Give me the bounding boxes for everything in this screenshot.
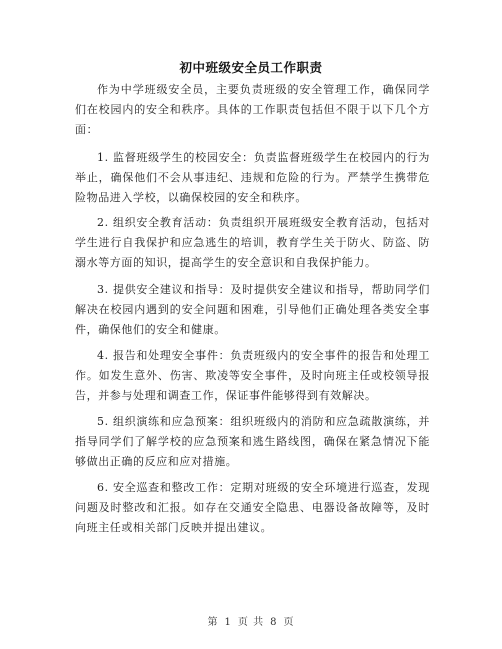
- footer-mid: 页 共: [237, 617, 265, 628]
- paragraph-item-1: 1. 监督班级学生的校园安全：负责监督班级学生在校园内的行为举止，确保他们不会从事违纪、违规和危险的行为。严禁学生携带危险物品进入学校，以确保校园的安全和秩序。: [75, 151, 430, 204]
- paragraph-item-3: 3. 提供安全建议和指导：及时提供安全建议和指导，帮助同学们解决在校园内遇到的安全问题和困难，引导他们正确处理各类安全事件，确保他们的安全和健康。: [75, 283, 430, 336]
- paragraph-item-5: 5. 组织演练和应急预案：组织班级内的消防和应急疏散演练，并指导同学们了解学校的应急预案和逃生路线图，确保在紧急情况下能够做出正确的反应和应对措施。: [75, 415, 430, 468]
- paragraph-item-6: 6. 安全巡查和整改工作：定期对班级的安全环境进行巡查，发现问题及时整改和汇报。如存在交通安全隐患、电器设备故障等，及时向班主任或相关部门反映并提出建议。: [75, 481, 430, 534]
- paragraph-item-4: 4. 报告和处理安全事件：负责班级内的安全事件的报告和处理工作。如发生意外、伤害、欺凌等安全事件，及时向班主任或校领导报告，并参与处理和调查工作，保证事件能够得到有效解决。: [75, 349, 430, 402]
- document-title: 初中班级安全员工作职责: [179, 60, 323, 75]
- paragraph-intro: 作为中学班级安全员，主要负责班级的安全管理工作，确保同学们在校园内的安全和秩序。具体的工作职责包括但不限于以下几个方面：: [75, 83, 430, 136]
- footer-current-page: 1: [224, 617, 232, 628]
- page-footer: [0, 613, 502, 628]
- footer-suffix: 页: [283, 617, 295, 628]
- footer-prefix: 第: [207, 617, 219, 628]
- footer-total-pages: 8: [270, 617, 278, 628]
- paragraph-item-2: 2. 组织安全教育活动：负责组织开展班级安全教育活动，包括对学生进行自我保护和应急逃生的培训，教育学生关于防火、防盗、防溺水等方面的知识，提高学生的安全意识和自我保护能力。: [75, 216, 430, 269]
